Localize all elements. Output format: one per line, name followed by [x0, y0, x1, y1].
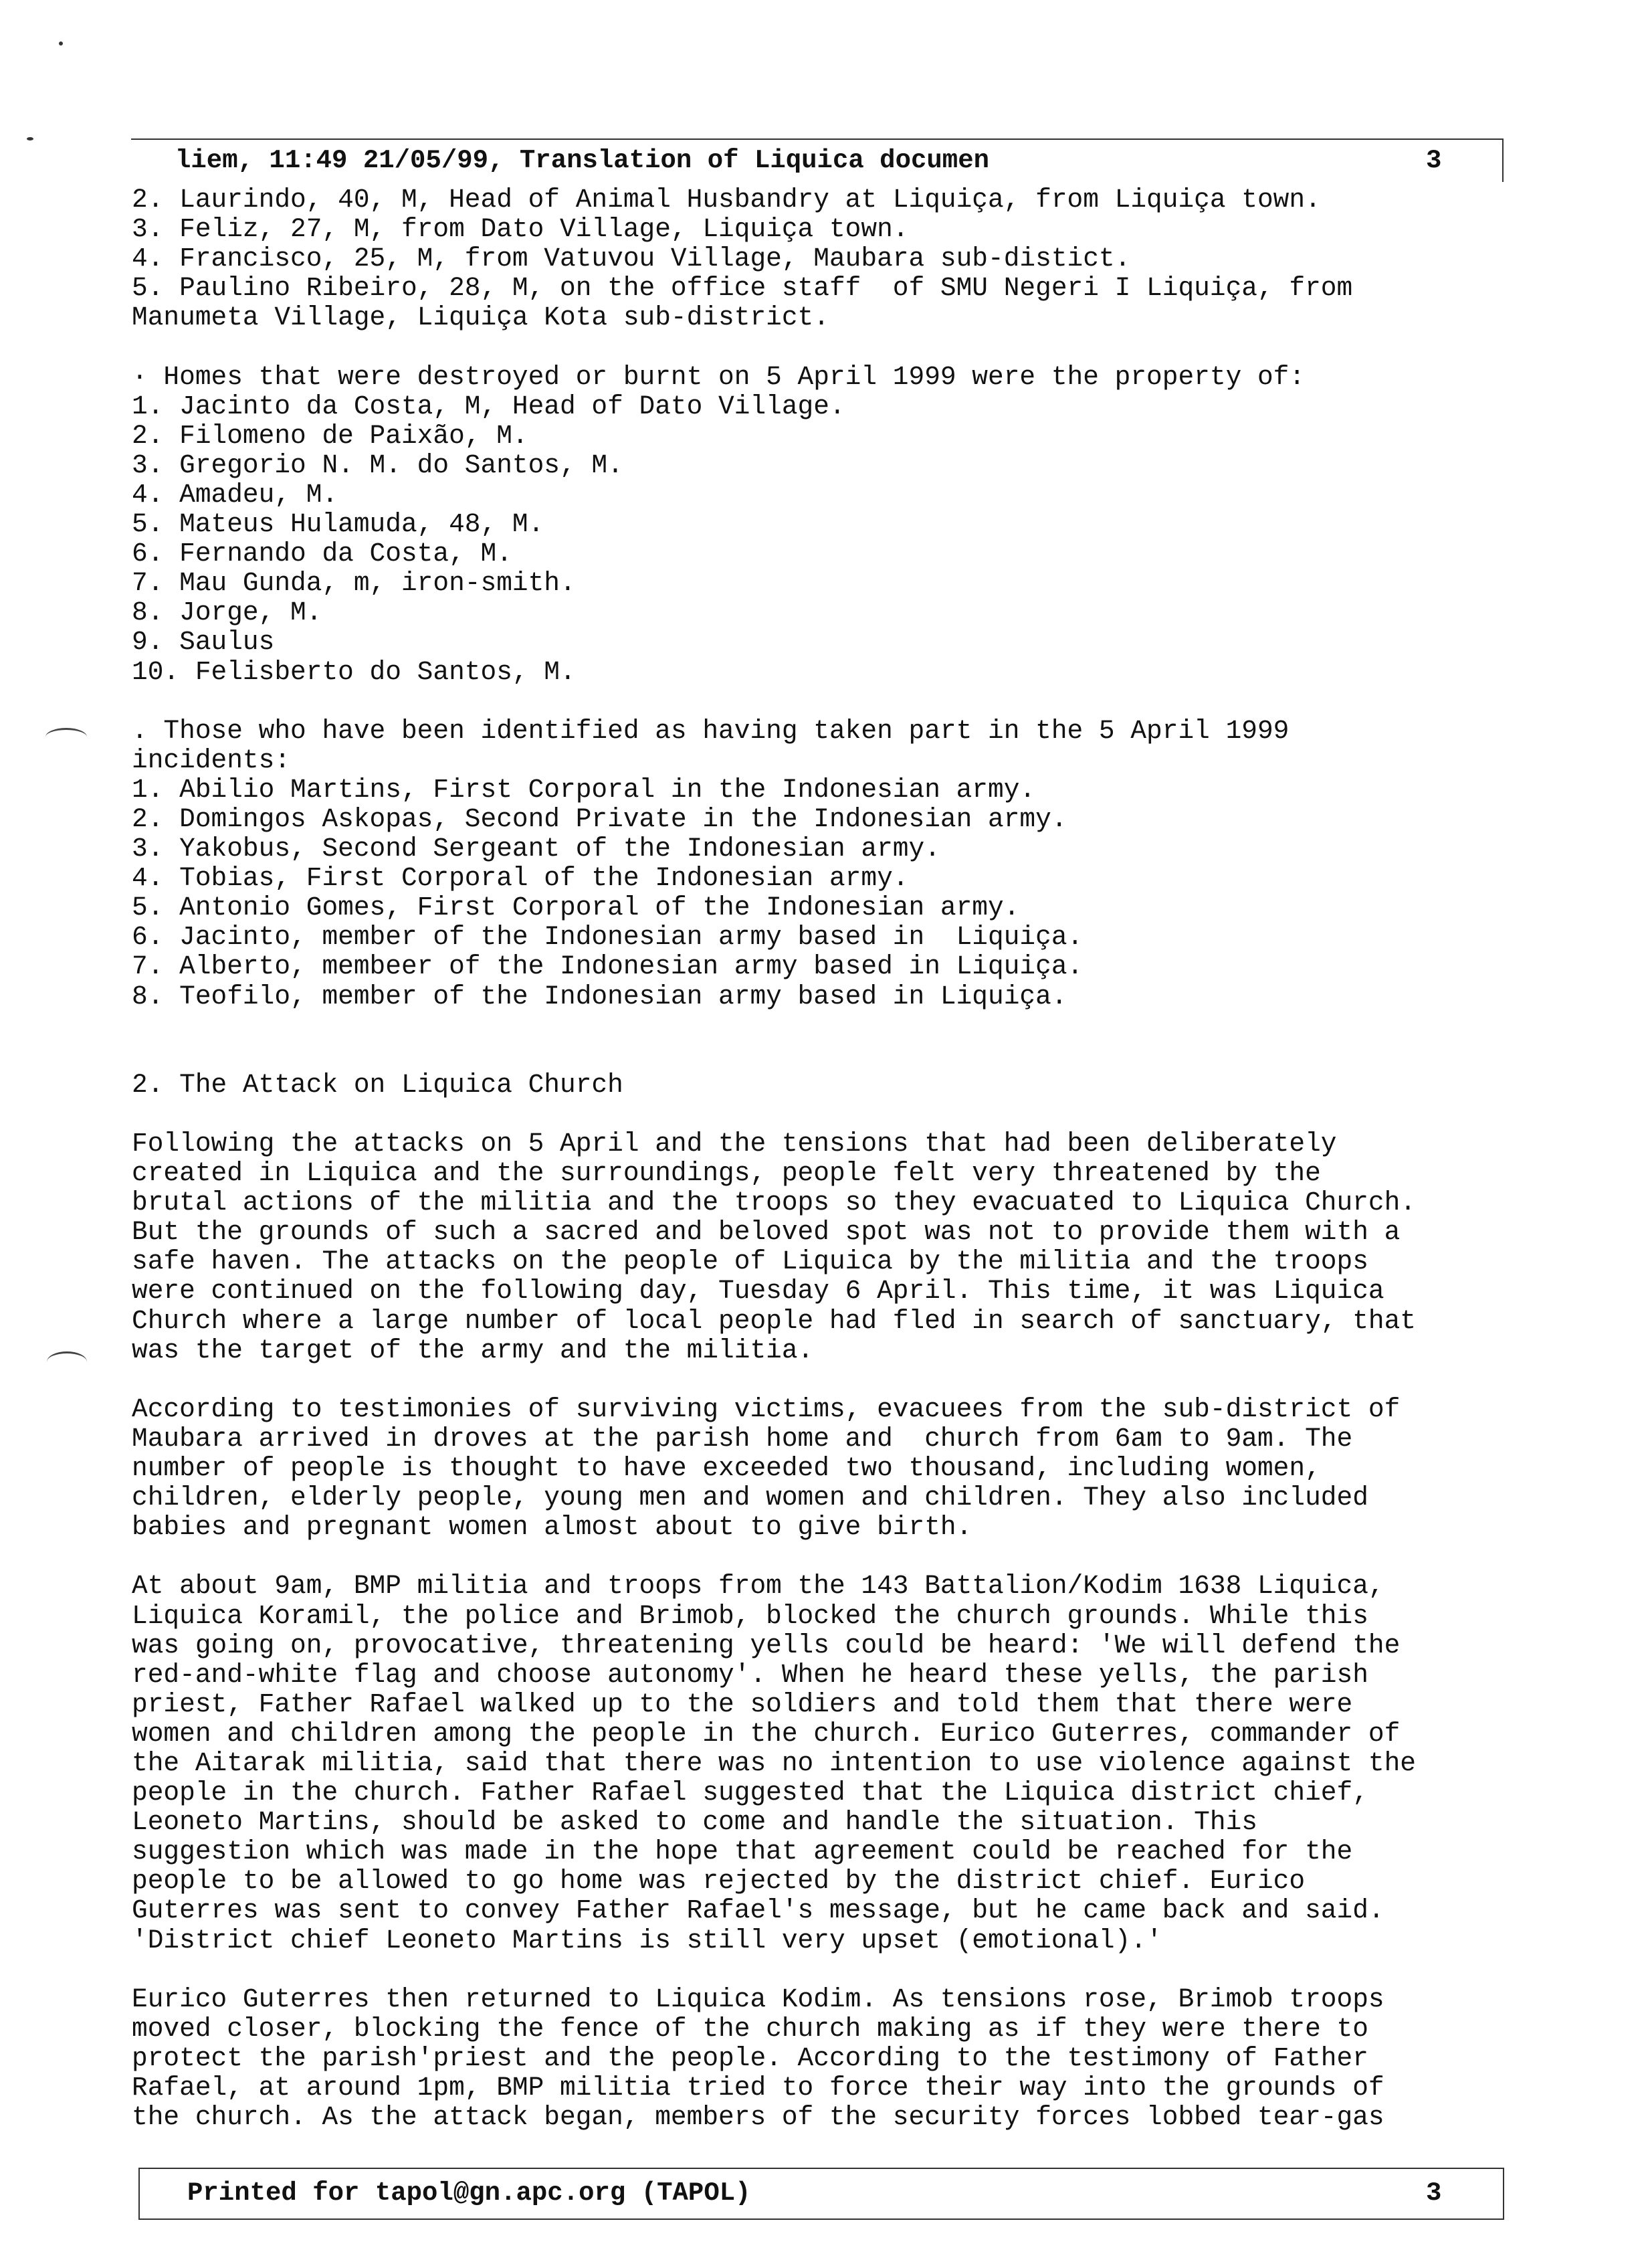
text-line: At about 9am, BMP militia and troops from the 143 Battalion/Kodim 1638 Liquica, — [132, 1571, 1384, 1602]
text-line: 4. Francisco, 25, M, from Vatuvou Village, Maubara sub-distict. — [132, 244, 1131, 274]
text-line: 7. Mau Gunda, m, iron-smith. — [132, 568, 576, 599]
text-line: priest, Father Rafael walked up to the soldiers and told them that there were — [132, 1689, 1353, 1719]
footer-page-number: 3 — [1426, 2178, 1442, 2208]
text-line: Liquica Koramil, the police and Brimob, blocked the church grounds. While this — [132, 1600, 1368, 1631]
blank-line — [132, 1012, 1510, 1041]
text-line: 8. Teofilo, member of the Indonesian army based in Liquiça. — [132, 981, 1067, 1012]
text-line: Guterres was sent to convey Father Rafael's message, but he came back and said. — [132, 1895, 1384, 1926]
text-line: 5. Antonio Gomes, First Corporal of the Indonesian army. — [132, 892, 1020, 923]
text-line: people in the church. Father Rafael suggested that the Liquica district chief, — [132, 1778, 1368, 1808]
text-line: 1. Jacinto da Costa, M, Head of Dato Village. — [132, 391, 845, 421]
text-line: the Aitarak militia, said that there was no intention to use violence against the — [132, 1747, 1417, 1778]
scan-speck — [59, 41, 63, 45]
text-line: 6. Fernando da Costa, M. — [132, 539, 512, 569]
text-line: people to be allowed to go home was rejected by the district chief. Eurico — [132, 1866, 1306, 1897]
text-line: were continued on the following day, Tuesday 6 April. This time, it was Liquica — [132, 1276, 1384, 1307]
text-line: According to testimonies of surviving victims, evacuees from the sub-district of — [132, 1394, 1401, 1424]
text-line: 2. Filomeno de Paixão, M. — [132, 420, 528, 451]
text-line: children, elderly people, young men and women and children. They also included — [132, 1483, 1368, 1513]
text-line: Maubara arrived in droves at the parish home and church from 6am to 9am. The — [132, 1423, 1353, 1454]
text-line: brutal actions of the militia and the troops so they evacuated to Liquica Church. — [132, 1188, 1417, 1218]
text-line: protect the parish'priest and the people. According to the testimony of Father — [132, 2043, 1368, 2073]
text-line: . Those who have been identified as having taken part in the 5 April 1999 — [132, 715, 1290, 746]
footer-text: Printed for tapol@gn.apc.org (TAPOL) — [187, 2178, 751, 2208]
text-line: 2. Laurindo, 40, M, Head of Animal Husbandry at Liquiça, from Liquiça town. — [132, 185, 1321, 215]
blank-line — [132, 333, 1510, 362]
header-title: liem, 11:49 21/05/99, Translation of Liquica documen — [175, 146, 989, 175]
blank-line — [132, 1365, 1510, 1395]
text-line: created in Liquica and the surroundings, people felt very threatened by the — [132, 1158, 1321, 1189]
text-line: Following the attacks on 5 April and the tensions that had been deliberately — [132, 1129, 1337, 1159]
text-line: 10. Felisberto do Santos, M. — [132, 656, 576, 687]
text-line: Eurico Guterres then returned to Liquica Kodim. As tensions rose, Brimob troops — [132, 1984, 1384, 2014]
text-line: 4. Tobias, First Corporal of the Indonesian army. — [132, 863, 909, 894]
text-line: 'District chief Leoneto Martins is still very upset (emotional).' — [132, 1925, 1162, 1956]
text-line: 5. Mateus Hulamuda, 48, M. — [132, 509, 544, 540]
blank-line — [132, 1542, 1510, 1572]
text-line: safe haven. The attacks on the people of Liquica by the militia and the troops — [132, 1246, 1368, 1277]
text-line: · Homes that were destroyed or burnt on 5 April 1999 were the property of: — [132, 361, 1306, 392]
text-line: 2. Domingos Askopas, Second Private in the Indonesian army. — [132, 804, 1067, 834]
text-line: women and children among the people in the church. Eurico Guterres, commander of — [132, 1718, 1401, 1749]
text-line: 2. The Attack on Liquica Church — [132, 1069, 623, 1100]
text-line: was the target of the army and the militia. — [132, 1335, 814, 1365]
text-line: 7. Alberto, membeer of the Indonesian army based in Liquiça. — [132, 951, 1084, 982]
blank-line — [132, 1100, 1510, 1129]
document-body — [132, 185, 1510, 2132]
text-line: 3. Gregorio N. M. do Santos, M. — [132, 450, 623, 480]
text-line: suggestion which was made in the hope that agreement could be reached for the — [132, 1836, 1353, 1867]
text-line: 1. Abilio Martins, First Corporal in the Indonesian army. — [132, 774, 1036, 805]
text-line: 5. Paulino Ribeiro, 28, M, on the office staff of SMU Negeri I Liquiça, from — [132, 273, 1353, 304]
blank-line — [132, 1041, 1510, 1070]
margin-mark — [47, 1351, 87, 1372]
text-line: number of people is thought to have exceeded two thousand, including women, — [132, 1453, 1321, 1484]
text-line: moved closer, blocking the fence of the church making as if they were there to — [132, 2013, 1368, 2044]
text-line: 3. Feliz, 27, M, from Dato Village, Liquiça town. — [132, 214, 909, 245]
text-line: Rafael, at around 1pm, BMP militia tried to force their way into the grounds of — [132, 2073, 1384, 2103]
text-line: the church. As the attack began, members of the security forces lobbed tear-gas — [132, 2102, 1384, 2133]
text-line: 4. Amadeu, M. — [132, 479, 338, 510]
margin-mark — [45, 728, 87, 746]
text-line: Church where a large number of local people had fled in search of sanctuary, that — [132, 1305, 1417, 1336]
text-line: 6. Jacinto, member of the Indonesian army based in Liquiça. — [132, 922, 1084, 953]
text-line: Manumeta Village, Liquiça Kota sub-district. — [132, 302, 829, 333]
text-line: 8. Jorge, M. — [132, 597, 322, 628]
blank-line — [132, 687, 1510, 717]
header-page-number: 3 — [1426, 146, 1442, 175]
text-line: 9. Saulus — [132, 627, 275, 658]
blank-line — [132, 1956, 1510, 1985]
text-line: 3. Yakobus, Second Sergeant of the Indonesian army. — [132, 834, 940, 864]
text-line: red-and-white flag and choose autonomy'. When he heard these yells, the parish — [132, 1659, 1368, 1690]
text-line: was going on, provocative, threatening yells could be heard: 'We will defend the — [132, 1630, 1401, 1661]
text-line: Leoneto Martins, should be asked to come and handle the situation. This — [132, 1807, 1257, 1838]
text-line: But the grounds of such a sacred and beloved spot was not to provide them with a — [132, 1217, 1401, 1248]
text-line: incidents: — [132, 745, 291, 775]
scan-speck — [27, 137, 33, 140]
text-line: babies and pregnant women almost about to give birth. — [132, 1512, 972, 1543]
